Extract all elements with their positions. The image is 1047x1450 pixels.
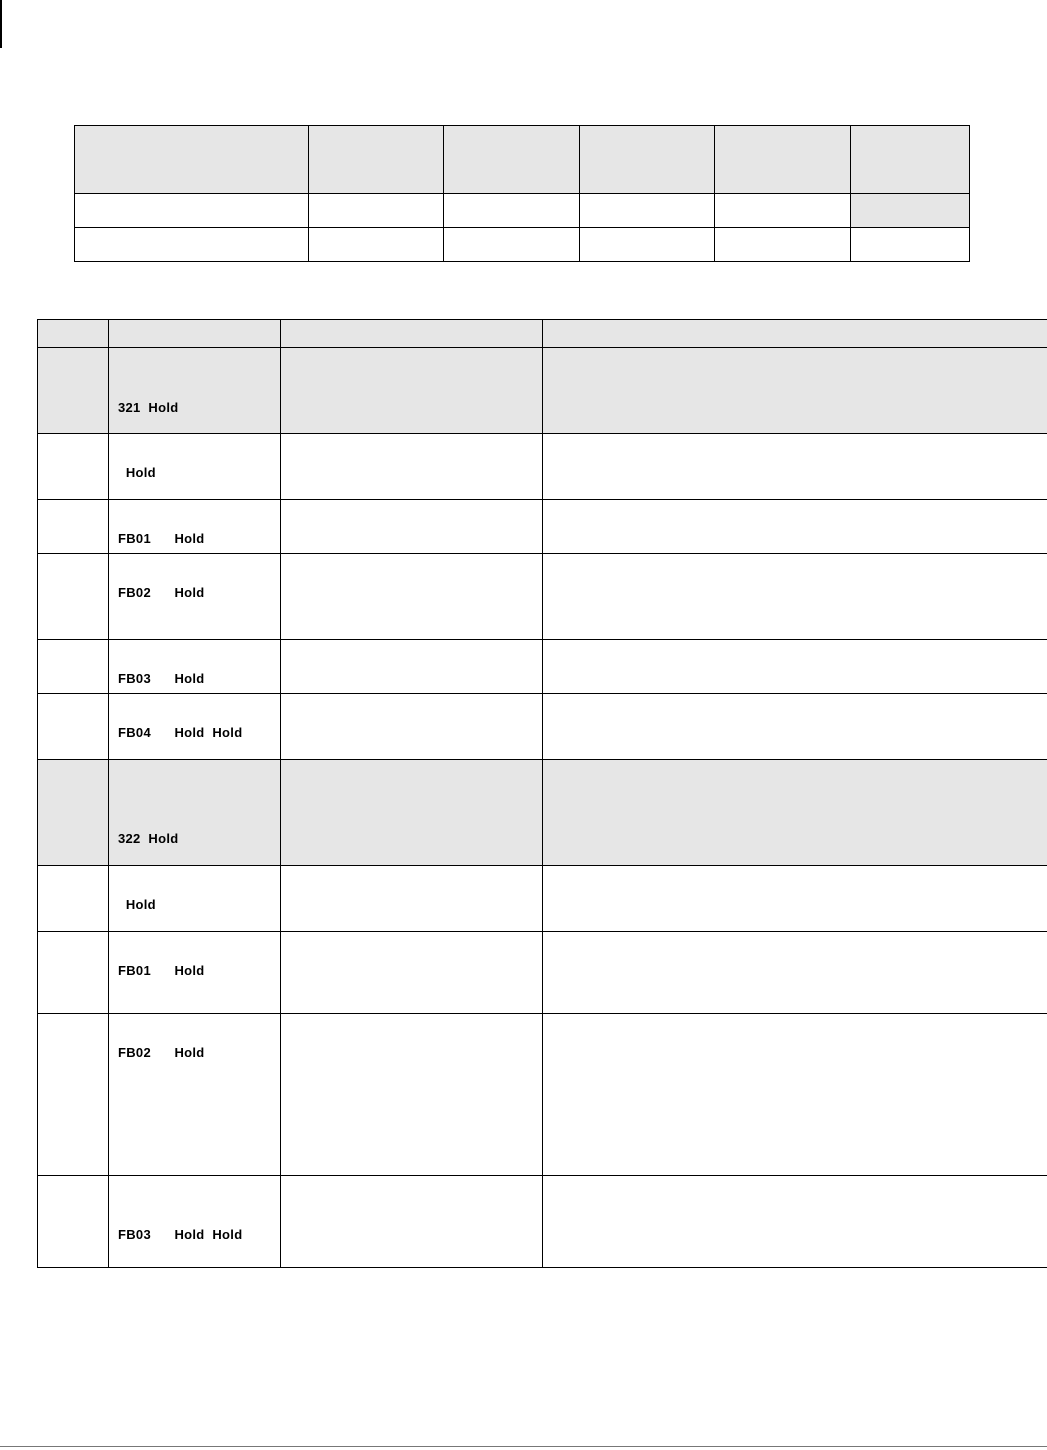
step-cell bbox=[38, 348, 109, 434]
summary-cell bbox=[444, 194, 580, 228]
summary-header-cell bbox=[309, 126, 444, 194]
action-text: Hold bbox=[118, 465, 156, 480]
display-header-cell bbox=[281, 320, 543, 348]
display-cell bbox=[281, 348, 543, 434]
action-cell bbox=[109, 932, 281, 1014]
action-text: FB02 Hold bbox=[118, 585, 205, 600]
summary-cell bbox=[851, 194, 970, 228]
step-cell bbox=[38, 932, 109, 1014]
step-cell bbox=[38, 694, 109, 760]
summary-cell bbox=[75, 194, 309, 228]
description-cell bbox=[543, 1014, 1047, 1176]
step-cell bbox=[38, 866, 109, 932]
procedure-row bbox=[38, 932, 1047, 1014]
summary-table bbox=[74, 125, 970, 262]
summary-cell bbox=[309, 228, 444, 262]
step-cell bbox=[38, 1014, 109, 1176]
summary-header-cell bbox=[580, 126, 715, 194]
footer-rule bbox=[0, 1446, 1047, 1447]
procedure-row bbox=[38, 694, 1047, 760]
summary-header-cell bbox=[444, 126, 580, 194]
procedure-row bbox=[38, 1014, 1047, 1176]
description-cell bbox=[543, 348, 1047, 434]
step-header-cell bbox=[38, 320, 109, 348]
display-cell bbox=[281, 554, 543, 640]
description-cell bbox=[543, 640, 1047, 694]
action-cell bbox=[109, 640, 281, 694]
action-text: FB04 Hold Hold bbox=[118, 725, 243, 740]
summary-cell bbox=[444, 228, 580, 262]
description-cell bbox=[543, 434, 1047, 500]
display-cell bbox=[281, 760, 543, 866]
action-header-cell bbox=[109, 320, 281, 348]
action-cell bbox=[109, 694, 281, 760]
procedure-row bbox=[38, 348, 1047, 434]
procedure-row bbox=[38, 1176, 1047, 1268]
action-text: 322 Hold bbox=[118, 831, 179, 846]
procedure-header-row bbox=[38, 320, 1047, 348]
step-cell bbox=[38, 554, 109, 640]
action-cell bbox=[109, 1176, 281, 1268]
description-header-cell bbox=[543, 320, 1047, 348]
summary-cell bbox=[715, 194, 851, 228]
step-cell bbox=[38, 760, 109, 866]
description-cell bbox=[543, 866, 1047, 932]
summary-cell bbox=[580, 228, 715, 262]
action-cell bbox=[109, 348, 281, 434]
summary-header-row bbox=[75, 126, 970, 194]
step-cell bbox=[38, 500, 109, 554]
action-text: Hold bbox=[118, 897, 156, 912]
description-cell bbox=[543, 1176, 1047, 1268]
action-text: FB03 Hold Hold bbox=[118, 1227, 243, 1242]
description-cell bbox=[543, 500, 1047, 554]
display-cell bbox=[281, 500, 543, 554]
action-cell bbox=[109, 760, 281, 866]
display-cell bbox=[281, 434, 543, 500]
action-cell bbox=[109, 1014, 281, 1176]
action-cell bbox=[109, 434, 281, 500]
summary-cell bbox=[309, 194, 444, 228]
summary-header-cell bbox=[75, 126, 309, 194]
summary-row bbox=[75, 228, 970, 262]
action-text: FB03 Hold bbox=[118, 671, 205, 686]
action-cell bbox=[109, 866, 281, 932]
procedure-row bbox=[38, 554, 1047, 640]
display-cell bbox=[281, 640, 543, 694]
summary-cell bbox=[580, 194, 715, 228]
procedure-row bbox=[38, 500, 1047, 554]
description-cell bbox=[543, 554, 1047, 640]
action-text: FB02 Hold bbox=[118, 1045, 205, 1060]
description-cell bbox=[543, 694, 1047, 760]
action-cell bbox=[109, 554, 281, 640]
summary-cell bbox=[715, 228, 851, 262]
display-cell bbox=[281, 694, 543, 760]
summary-row bbox=[75, 194, 970, 228]
display-cell bbox=[281, 1014, 543, 1176]
step-cell bbox=[38, 434, 109, 500]
summary-header-cell bbox=[851, 126, 970, 194]
display-cell bbox=[281, 866, 543, 932]
margin-rule bbox=[0, 0, 2, 48]
summary-header-cell bbox=[715, 126, 851, 194]
description-cell bbox=[543, 932, 1047, 1014]
procedure-row bbox=[38, 434, 1047, 500]
description-cell bbox=[543, 760, 1047, 866]
summary-cell bbox=[75, 228, 309, 262]
action-text: FB01 Hold bbox=[118, 531, 205, 546]
procedure-row bbox=[38, 866, 1047, 932]
procedure-row bbox=[38, 760, 1047, 866]
display-cell bbox=[281, 1176, 543, 1268]
action-text: FB01 Hold bbox=[118, 963, 205, 978]
action-text: 321 Hold bbox=[118, 400, 179, 415]
step-cell bbox=[38, 1176, 109, 1268]
step-cell bbox=[38, 640, 109, 694]
procedure-row bbox=[38, 640, 1047, 694]
display-cell bbox=[281, 932, 543, 1014]
procedure-table bbox=[37, 319, 1047, 1268]
summary-cell bbox=[851, 228, 970, 262]
action-cell bbox=[109, 500, 281, 554]
